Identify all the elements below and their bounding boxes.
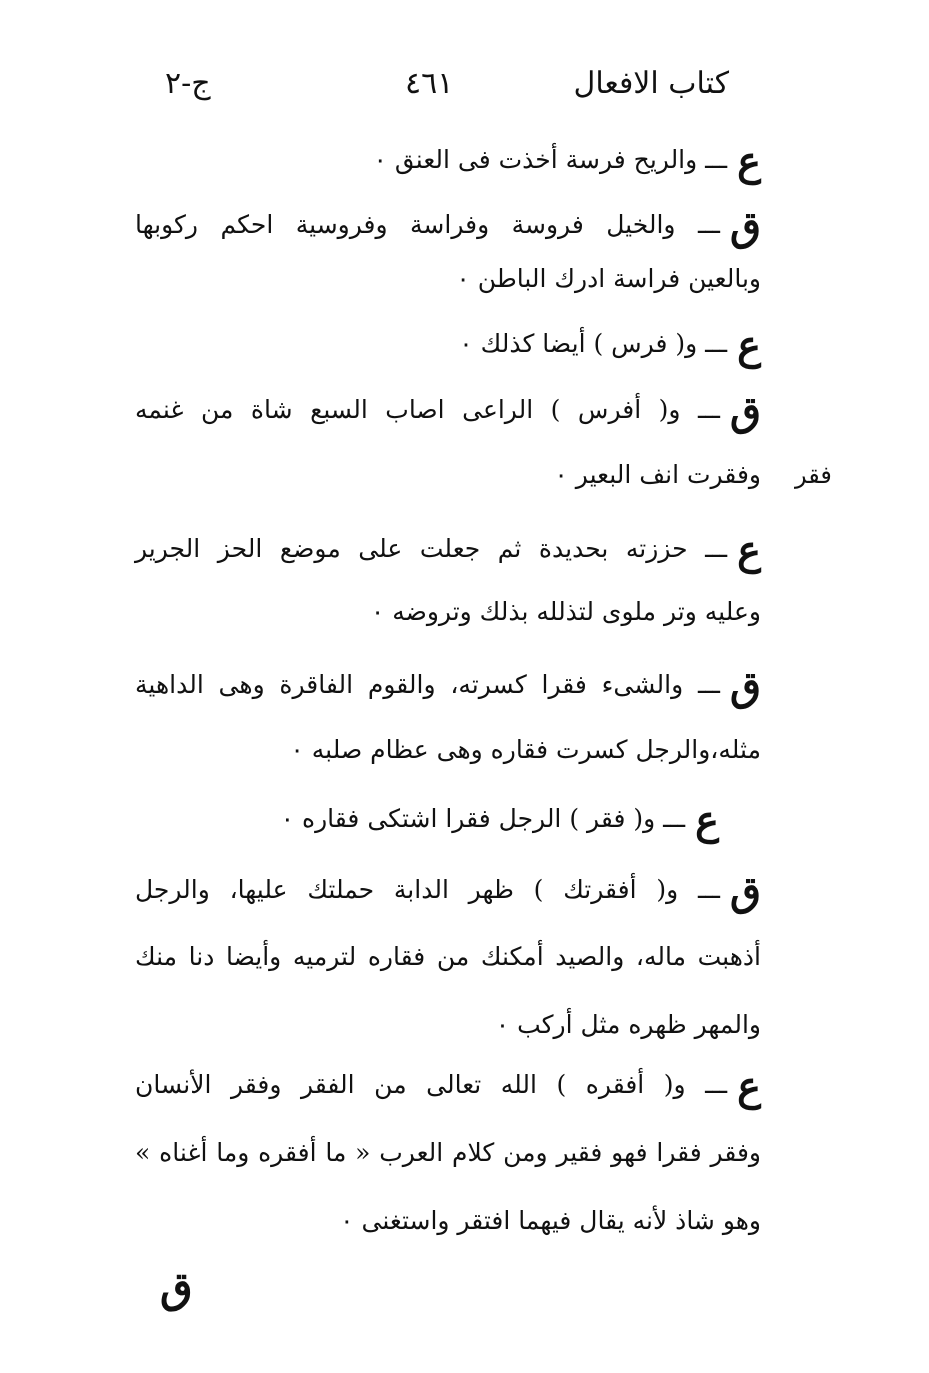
entry-line xyxy=(340,1199,761,1243)
entry-text: ـــ والشىء فقرا كسرته، والقوم الفاقرة وهى الداهية xyxy=(135,670,720,699)
entry-line xyxy=(496,1003,761,1047)
entry-line xyxy=(371,590,761,634)
volume-label: ج-٢ xyxy=(165,66,211,101)
entry-letter: ع xyxy=(737,1062,761,1110)
book-title: كتاب الافعال xyxy=(573,66,729,101)
entry-text: ـــ و( أفقره ) الله تعالى من الفقر وفقر الأنسان xyxy=(135,1070,728,1099)
entry-text: ـــ و( فرس ) أيضا كذلك ٠ xyxy=(459,329,728,358)
entry-line xyxy=(135,388,761,434)
catchword: ق xyxy=(160,1263,193,1312)
page-number: ٤٦١ xyxy=(405,66,454,101)
entry-line xyxy=(281,797,719,843)
entry-letter: ع xyxy=(737,137,761,185)
entry-text: ـــ و( أفرس ) الراعى اصاب السبع شاة من غنمه xyxy=(135,395,720,424)
entry-letter: ع xyxy=(737,321,761,369)
entry-text: وفقر فقرا فهو فقير ومن كلام العرب « ما أفقره وما أغناه » xyxy=(135,1138,761,1167)
entry-text: وهو شاذ لأنه يقال فيهما افتقر واستغنى ٠ xyxy=(340,1206,761,1235)
entry-line xyxy=(135,203,761,249)
entry-letter: ق xyxy=(729,387,761,435)
entry-line xyxy=(456,257,761,301)
margin-note: فقر xyxy=(795,461,832,489)
entry-letter: ع xyxy=(695,796,719,844)
entry-line xyxy=(135,868,761,914)
entry-text: مثله،والرجل كسرت فقاره وهى عظام صلبه ٠ xyxy=(290,735,761,764)
entry-letter: ع xyxy=(737,526,761,574)
entry-line xyxy=(374,138,761,184)
entry-text: ـــ حززته بحديدة ثم جعلت على موضع الحز الجرير xyxy=(135,534,728,563)
entry-line xyxy=(459,322,761,368)
entry-text: والمهر ظهره مثل أركب ٠ xyxy=(495,1010,761,1039)
entry-text: ـــ والخيل فروسة وفراسة وفروسية احكم ركوبها xyxy=(135,210,720,239)
entry-text: وعليه وتر ملوى لتذلله بذلك وتروضه ٠ xyxy=(370,597,761,626)
entry-line xyxy=(135,1063,761,1109)
entry-text: وفقرت انف البعير ٠ xyxy=(554,460,761,489)
entry-letter: ق xyxy=(729,202,761,250)
entry-line xyxy=(135,935,761,979)
entry-line xyxy=(135,527,761,573)
entry-line xyxy=(135,1131,761,1175)
entry-text: ـــ والريح فرسة أخذت فى العنق ٠ xyxy=(373,145,728,174)
entry-text: وبالعين فراسة ادرك الباطن ٠ xyxy=(456,264,761,293)
entry-text: أذهبت ماله، والصيد أمكنك من فقاره لترميه وأيضا دنا منك xyxy=(135,942,761,971)
entry-text: ـــ و( أفقرتك ) ظهر الدابة حملتك عليها، والرجل xyxy=(135,875,720,904)
entry-line xyxy=(554,453,761,497)
entry-letter: ق xyxy=(729,867,761,915)
entry-text: ـــ و( فقر ) الرجل فقرا اشتكى فقاره ٠ xyxy=(280,804,686,833)
entry-line xyxy=(290,728,761,772)
entry-letter: ق xyxy=(729,662,761,710)
entry-line xyxy=(135,663,761,709)
